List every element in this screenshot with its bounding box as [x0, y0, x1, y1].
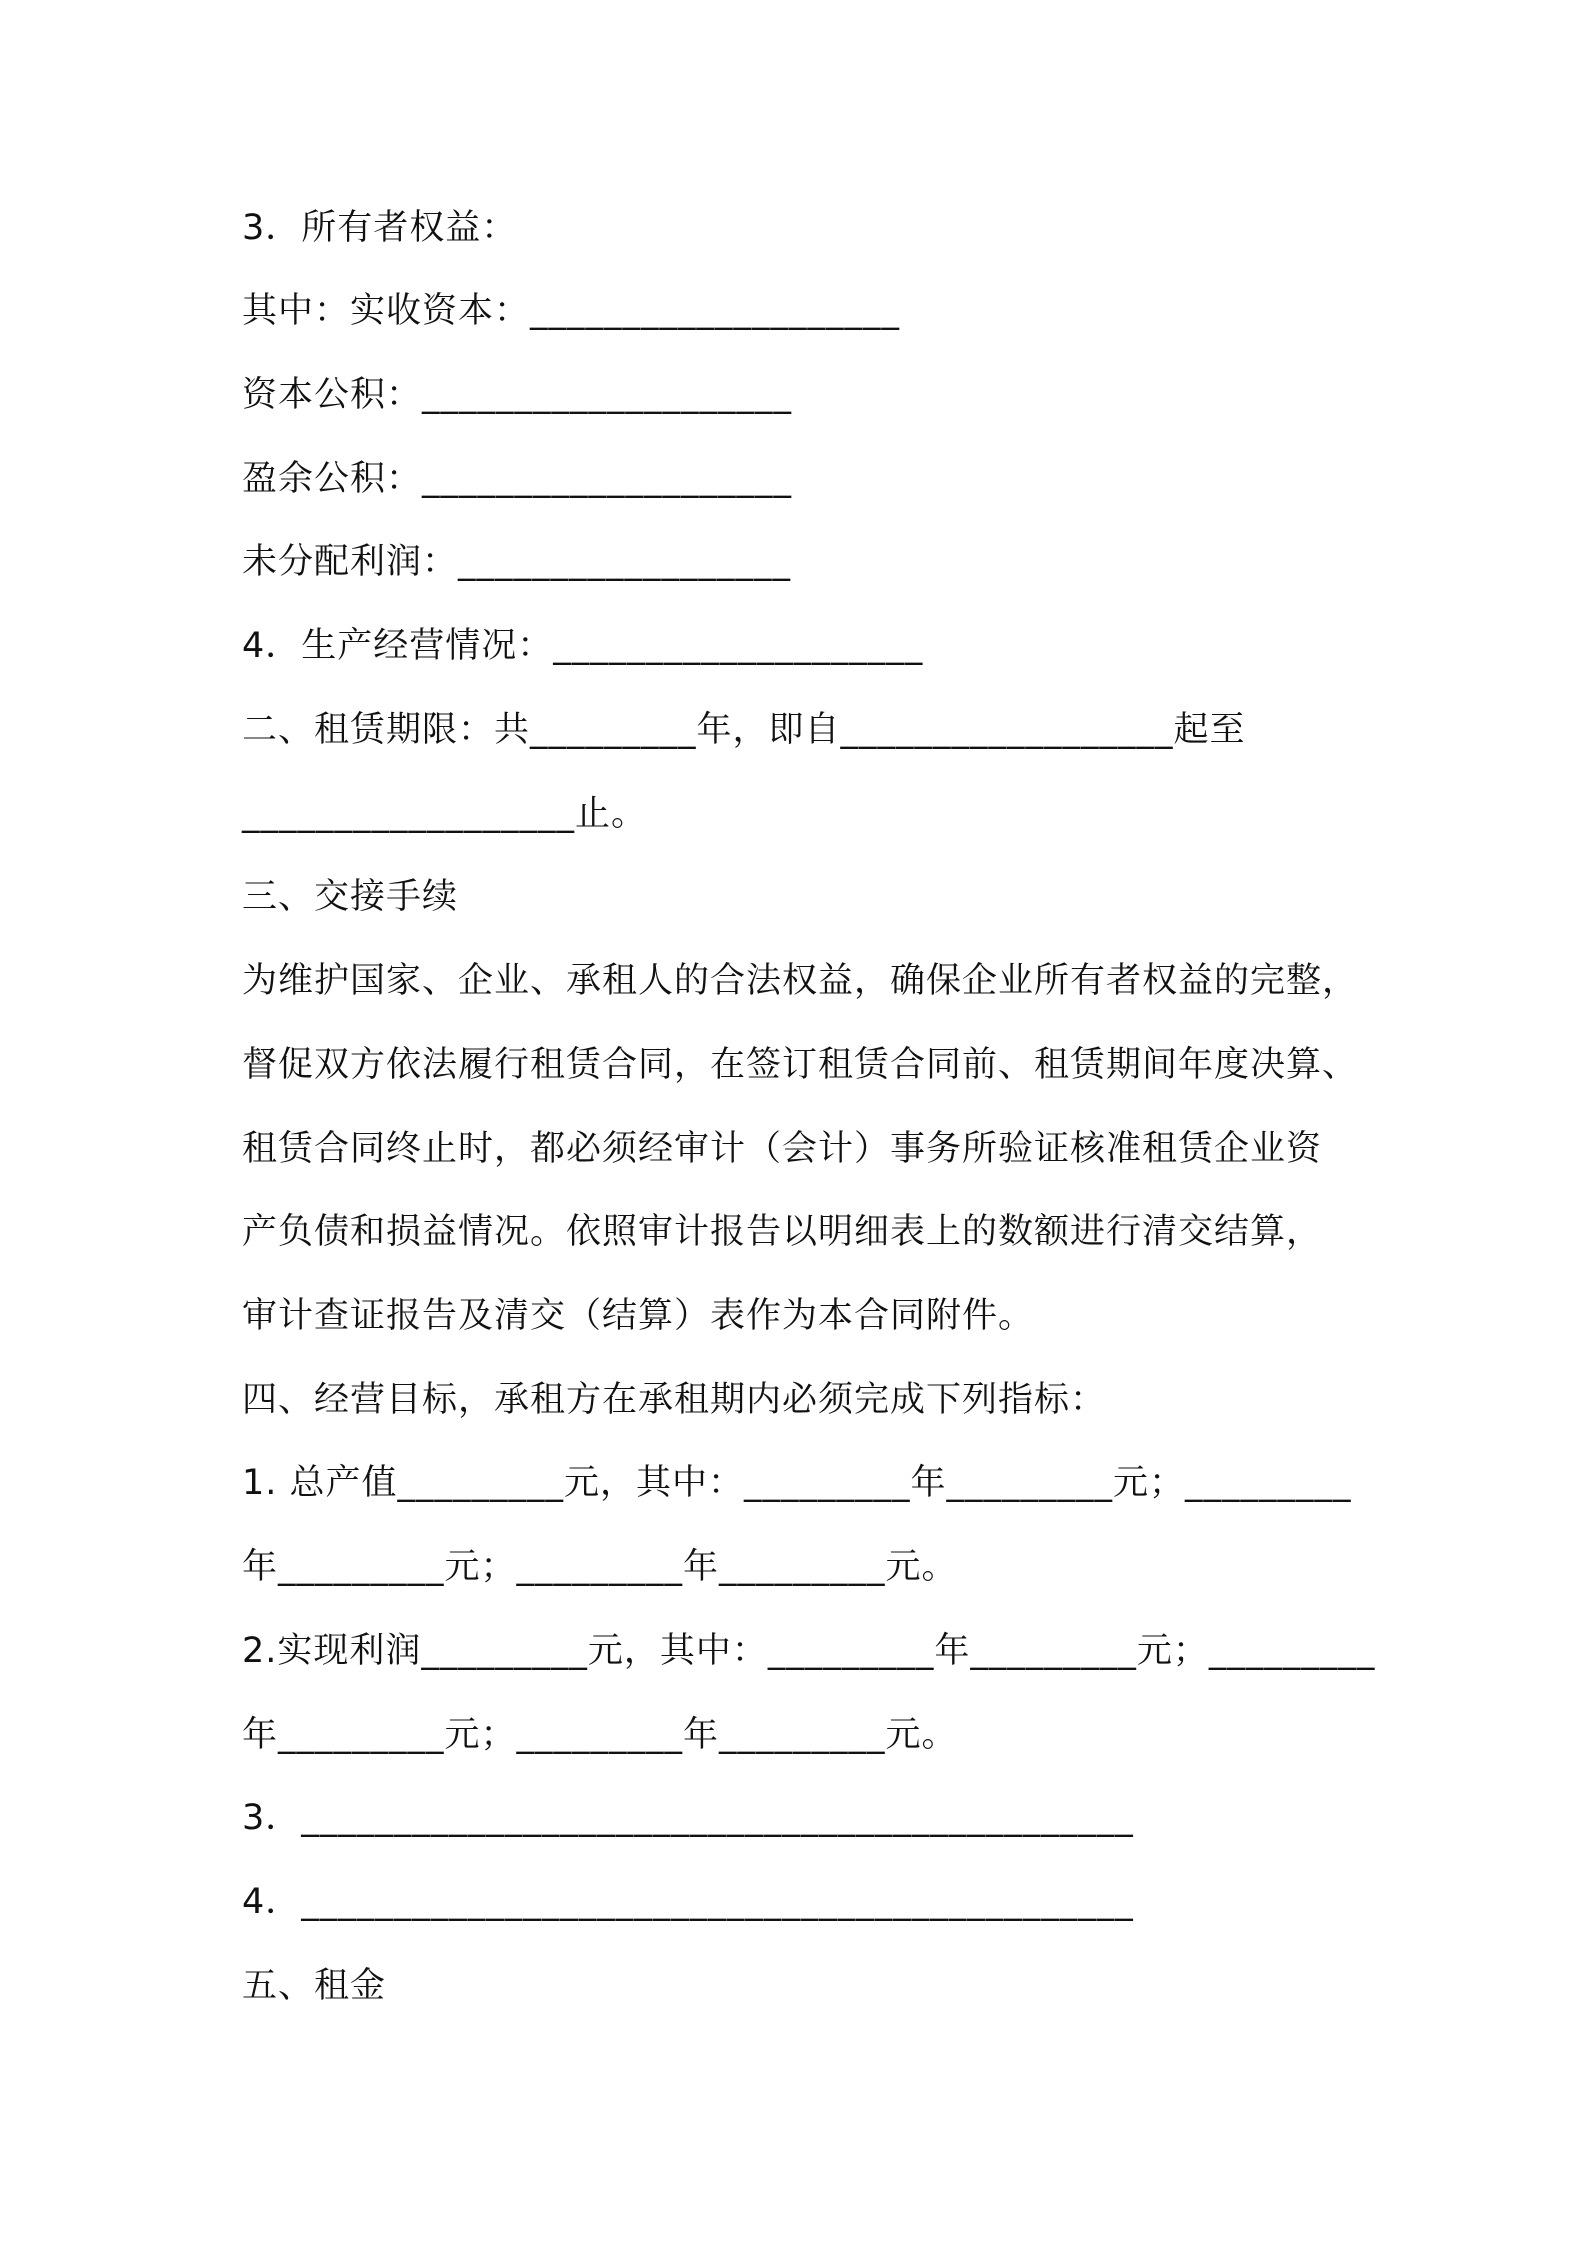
handover-paragraph-line-3: 租赁合同终止时，都必须经审计（会计）事务所验证核准租赁企业资: [242, 1129, 1323, 1169]
owner-equity-heading: 3．所有者权益：: [242, 208, 518, 248]
lease-term-line: 二、租赁期限：共_________年，即自__________________起至: [242, 710, 1246, 750]
handover-procedure-heading: 三、交接手续: [242, 877, 459, 917]
gross-output-continued-line: 年_________元；_________年_________元。: [242, 1547, 958, 1587]
handover-paragraph-line-4: 产负债和损益情况。依照审计报告以明细表上的数额进行清交结算，: [242, 1212, 1323, 1252]
paid-in-capital-line: 其中：实收资本：____________________: [242, 291, 901, 331]
undistributed-profit-line: 未分配利润：__________________: [242, 542, 792, 582]
target-item-3-line: 3．_____________________________________________: [242, 1798, 1134, 1838]
capital-reserve-line: 资本公积：____________________: [242, 375, 793, 415]
realized-profit-continued-line: 年_________元；_________年_________元。: [242, 1715, 958, 1755]
business-targets-heading: 四、经营目标，承租方在承租期内必须完成下列指标：: [242, 1380, 1107, 1420]
target-item-4-line: 4．_____________________________________________: [242, 1882, 1134, 1922]
gross-output-line: 1. 总产值_________元，其中：_________年_________元；_________: [242, 1463, 1352, 1503]
production-status-line: 4．生产经营情况：____________________: [242, 626, 924, 666]
realized-profit-line: 2.实现利润_________元，其中：_________年_________元；_________: [242, 1631, 1376, 1671]
handover-paragraph-line-1: 为维护国家、企业、承租人的合法权益，确保企业所有者权益的完整，: [242, 961, 1359, 1001]
lease-term-end-line: __________________止。: [242, 794, 648, 834]
rent-heading: 五、租金: [242, 1966, 387, 2006]
surplus-reserve-line: 盈余公积：____________________: [242, 459, 793, 499]
handover-paragraph-line-2: 督促双方依法履行租赁合同，在签订租赁合同前、租赁期间年度决算、: [242, 1045, 1359, 1085]
handover-paragraph-line-5: 审计查证报告及清交（结算）表作为本合同附件。: [242, 1296, 1035, 1336]
